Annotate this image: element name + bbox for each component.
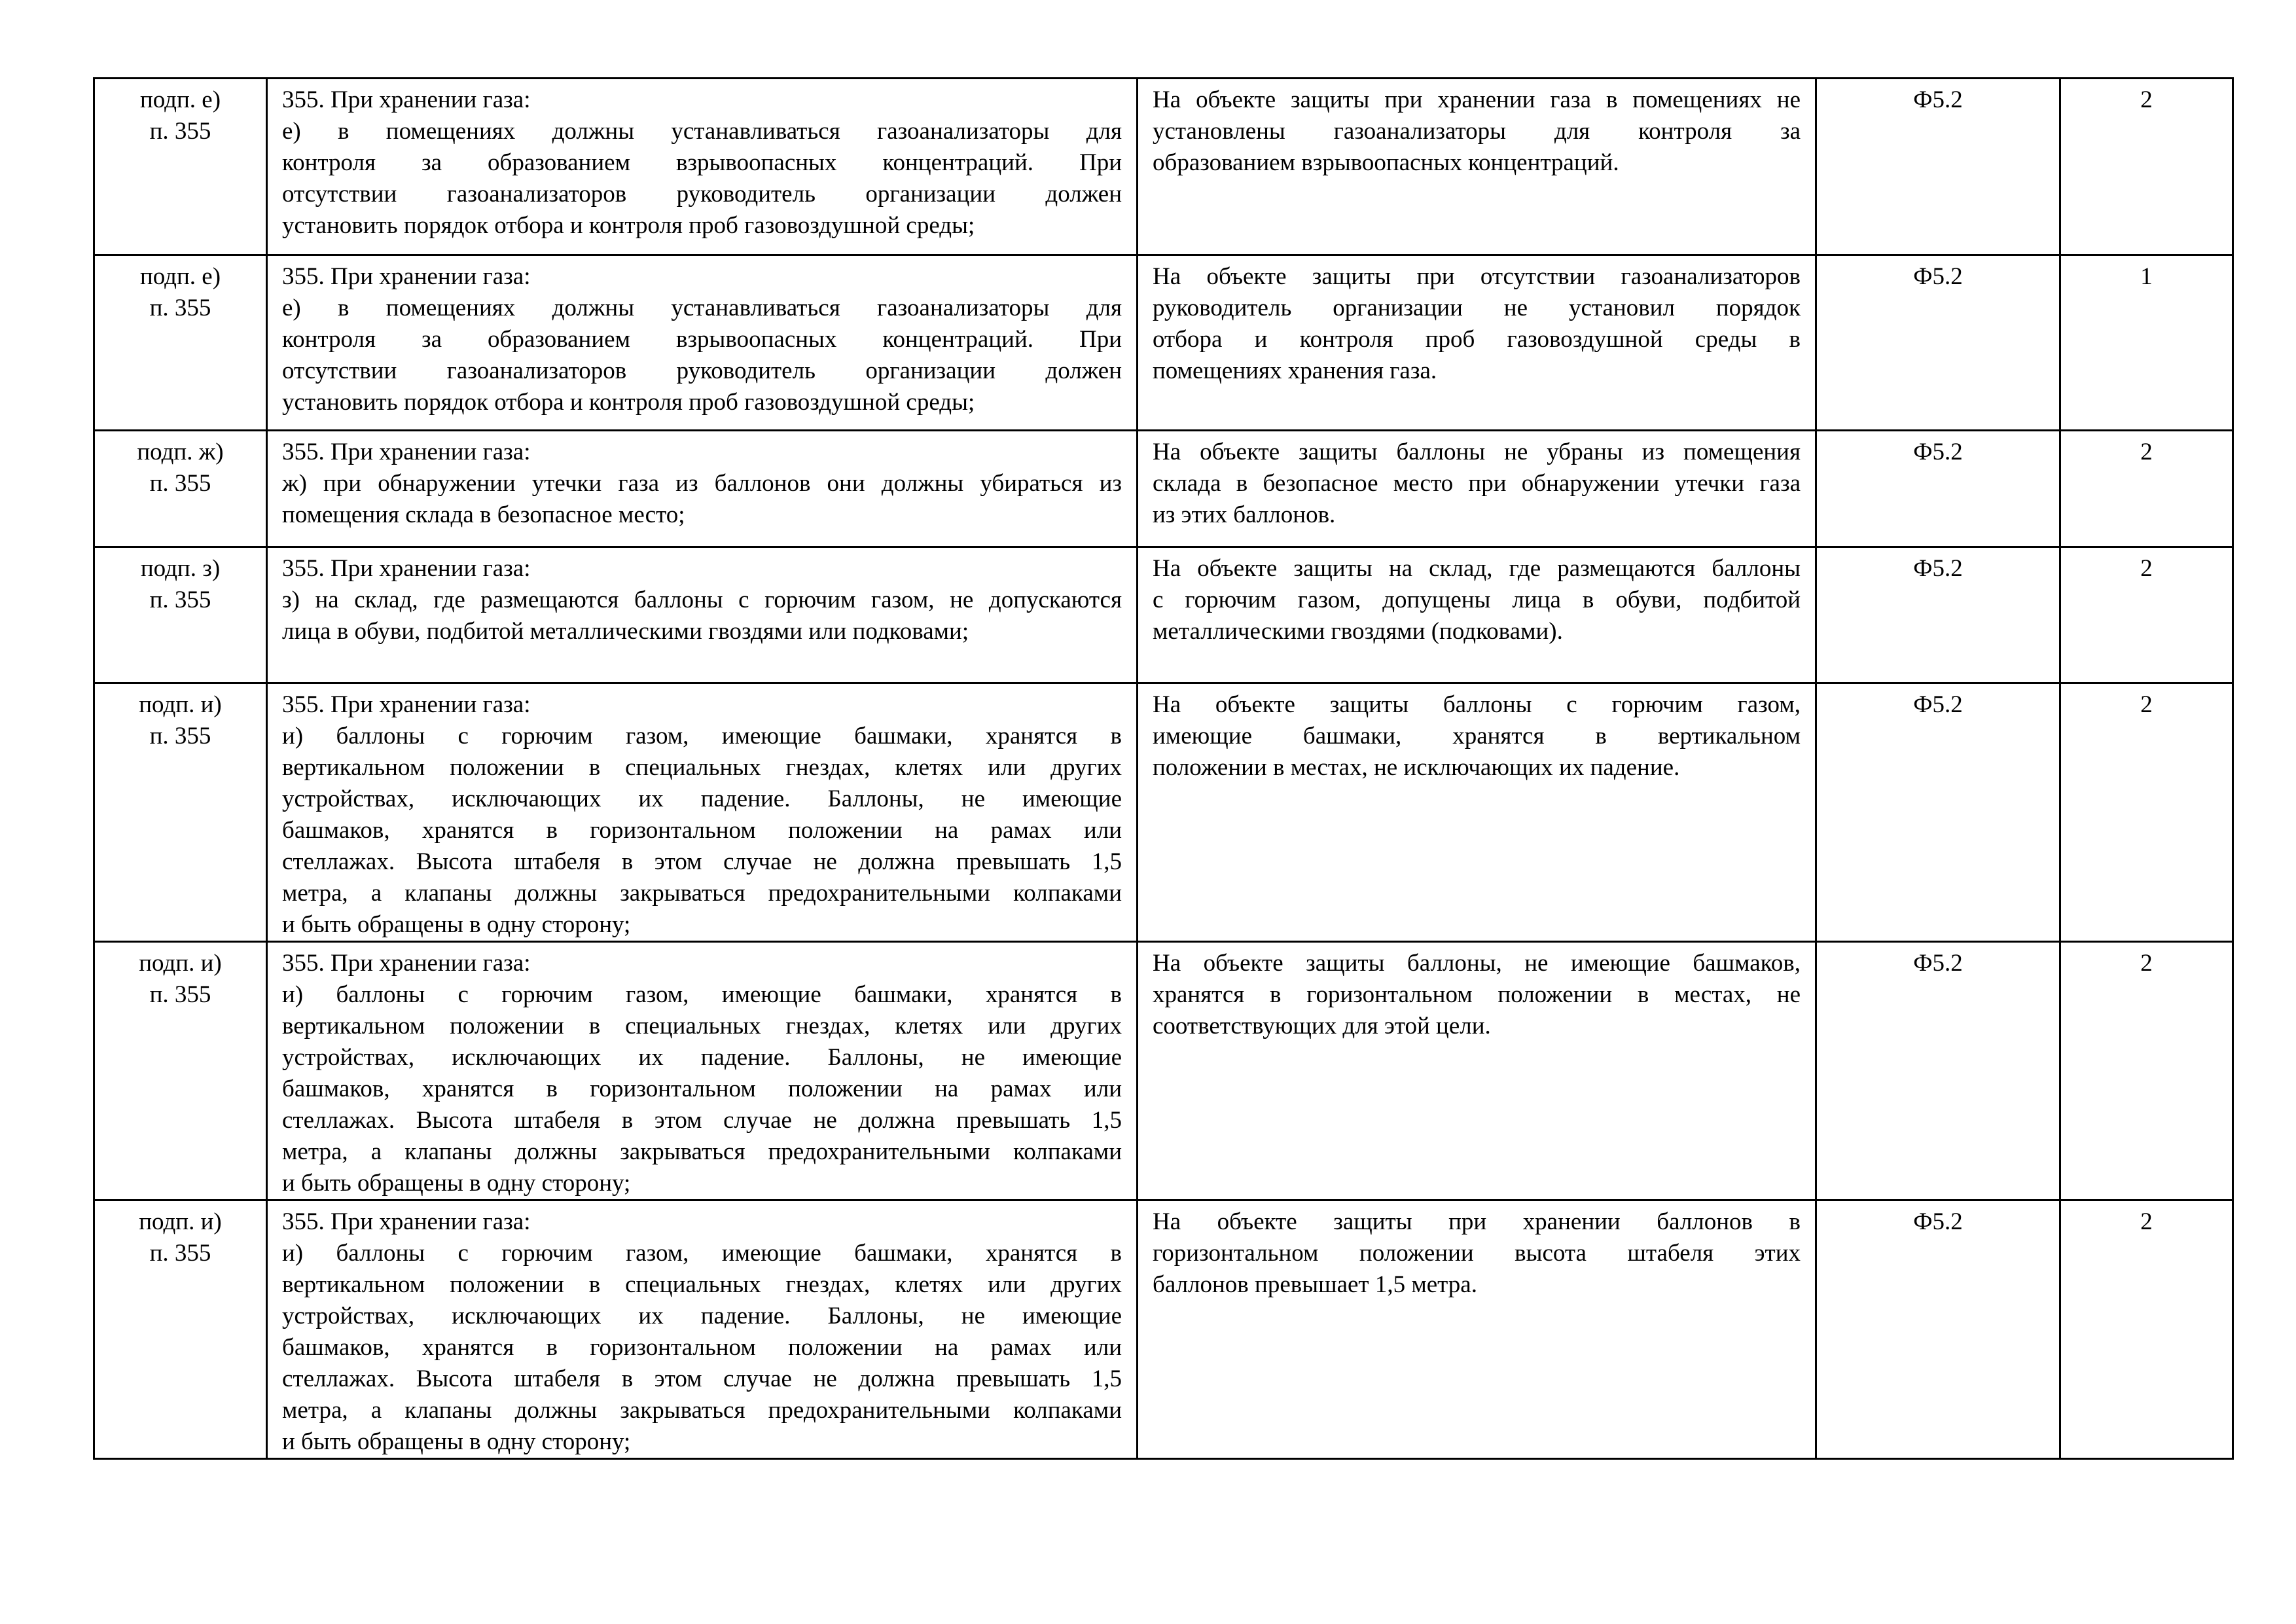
violation-line: соответствующих для этой цели. [1153,1013,1491,1039]
requirement-line: и) баллоны с горючим газом, имеющие башмаки, хранятся в [282,981,1122,1008]
violation-line: На объекте защиты баллоны не убраны из помещения [1153,439,1801,465]
requirement-heading: 355. При хранении газа: [282,691,531,718]
clause-reference-cell [94,431,267,547]
requirement-line: башмаков, хранятся в горизонтальном положении на рамах или [282,1075,1122,1102]
violation-line: На объекте защиты при хранении баллонов в [1153,1208,1801,1235]
requirement-text-cell [267,431,1138,547]
requirement-line: и быть обращены в одну сторону; [282,1428,631,1455]
violation-line: горизонтальном положении высота штабеля этих [1153,1240,1801,1267]
code-value: Ф5.2 [1913,555,1963,582]
value-cell [2060,683,2233,942]
violation-line: На объекте защиты на склад, где размещаются баллоны [1153,555,1801,582]
subclause-label: подп. е) [139,86,221,113]
code-cell [1816,1200,2060,1459]
requirement-line: вертикальном положении в специальных гнездах, клетях или других [282,1013,1122,1039]
table-body [94,79,2233,1459]
violation-text-cell [1138,1200,1816,1459]
violation-text-cell [1138,255,1816,431]
subclause-label: подп. ж) [137,439,224,465]
violation-text-cell [1138,683,1816,942]
clause-label: п. 355 [149,586,211,613]
violation-line: На объекте защиты при хранении газа в помещениях не [1153,86,1801,113]
requirement-line: вертикальном положении в специальных гнездах, клетях или других [282,1271,1122,1298]
requirement-heading: 355. При хранении газа: [282,263,531,290]
requirement-heading: 355. При хранении газа: [282,86,531,113]
violation-line: положении в местах, не исключающих их падение. [1153,754,1680,781]
value-cell [2060,942,2233,1200]
requirement-line: з) на склад, где размещаются баллоны с горючим газом, не допускаются [282,586,1122,613]
violation-text-cell [1138,431,1816,547]
requirement-text-cell [267,79,1138,255]
subclause-label: подп. и) [139,691,222,718]
subclause-label: подп. е) [139,263,221,290]
requirement-line: метра, а клапаны должны закрываться предохранительными колпаками [282,1138,1122,1165]
numeric-value: 2 [2140,950,2153,977]
numeric-value: 2 [2140,439,2153,465]
requirement-line: стеллажах. Высота штабеля в этом случае не должна превышать 1,5 [282,1107,1122,1134]
requirement-heading: 355. При хранении газа: [282,439,531,465]
requirement-line: метра, а клапаны должны закрываться предохранительными колпаками [282,1397,1122,1424]
requirement-line: стеллажах. Высота штабеля в этом случае не должна превышать 1,5 [282,1365,1122,1392]
code-value: Ф5.2 [1913,1208,1963,1235]
code-cell [1816,942,2060,1200]
code-value: Ф5.2 [1913,263,1963,290]
requirement-line: е) в помещениях должны устанавливаться газоанализаторы для [282,118,1122,145]
code-value: Ф5.2 [1913,439,1963,465]
requirement-line: устройствах, исключающих их падение. Баллоны, не имеющие [282,1044,1122,1071]
value-cell [2060,431,2233,547]
requirement-line: башмаков, хранятся в горизонтальном положении на рамах или [282,817,1122,844]
requirement-heading: 355. При хранении газа: [282,1208,531,1235]
requirement-line: и быть обращены в одну сторону; [282,911,631,938]
value-cell [2060,255,2233,431]
requirement-text-cell [267,547,1138,683]
requirement-text-cell [267,255,1138,431]
violation-text-cell [1138,79,1816,255]
numeric-value: 2 [2140,691,2153,718]
violation-line: На объекте защиты баллоны, не имеющие башмаков, [1153,950,1801,977]
numeric-value: 2 [2140,555,2153,582]
subclause-label: подп. и) [139,950,222,977]
clause-reference-cell [94,547,267,683]
requirement-line: е) в помещениях должны устанавливаться газоанализаторы для [282,295,1122,321]
requirement-line: помещения склада в безопасное место; [282,501,685,528]
clause-label: п. 355 [149,981,211,1008]
violation-line: На объекте защиты баллоны с горючим газом, [1153,691,1801,718]
table-row [94,431,2233,547]
requirement-text-cell [267,1200,1138,1459]
code-value: Ф5.2 [1913,691,1963,718]
violation-line: помещениях хранения газа. [1153,357,1437,384]
table-row [94,683,2233,942]
requirement-heading: 355. При хранении газа: [282,950,531,977]
requirement-line: установить порядок отбора и контроля проб газовоздушной среды; [282,389,975,416]
requirement-line: и) баллоны с горючим газом, имеющие башмаки, хранятся в [282,723,1122,749]
table-row [94,79,2233,255]
clause-reference-cell [94,1200,267,1459]
violation-line: хранятся в горизонтальном положении в местах, не [1153,981,1801,1008]
requirement-line: и) баллоны с горючим газом, имеющие башмаки, хранятся в [282,1240,1122,1267]
clause-label: п. 355 [149,295,211,321]
code-cell [1816,255,2060,431]
requirement-text-cell [267,942,1138,1200]
clause-reference-cell [94,683,267,942]
violation-line: из этих баллонов. [1153,501,1336,528]
violation-line: руководитель организации не установил порядок [1153,295,1801,321]
subclause-label: подп. з) [140,555,221,582]
requirement-line: контроля за образованием взрывоопасных концентраций. При [282,149,1122,176]
code-value: Ф5.2 [1913,950,1963,977]
requirement-line: установить порядок отбора и контроля проб газовоздушной среды; [282,212,975,239]
violation-line: баллонов превышает 1,5 метра. [1153,1271,1477,1298]
clause-reference-cell [94,255,267,431]
requirement-line: метра, а клапаны должны закрываться предохранительными колпаками [282,880,1122,907]
code-cell [1816,79,2060,255]
requirement-line: лица в обуви, подбитой металлическими гвоздями или подковами; [282,618,969,645]
requirement-line: вертикальном положении в специальных гнездах, клетях или других [282,754,1122,781]
requirement-text-cell [267,683,1138,942]
value-cell [2060,1200,2233,1459]
code-cell [1816,431,2060,547]
violation-line: склада в безопасное место при обнаружении утечки газа [1153,470,1801,497]
clause-label: п. 355 [149,118,211,145]
table-row [94,1200,2233,1459]
clause-label: п. 355 [149,470,211,497]
requirement-line: отсутствии газоанализаторов руководитель организации должен [282,357,1122,384]
requirement-line: отсутствии газоанализаторов руководитель организации должен [282,181,1122,208]
numeric-value: 1 [2140,263,2153,290]
requirement-line: стеллажах. Высота штабеля в этом случае не должна превышать 1,5 [282,848,1122,875]
violation-text-cell [1138,942,1816,1200]
requirement-line: устройствах, исключающих их падение. Баллоны, не имеющие [282,1303,1122,1329]
clause-label: п. 355 [149,723,211,749]
requirement-line: и быть обращены в одну сторону; [282,1170,631,1197]
clause-reference-cell [94,942,267,1200]
table-row [94,942,2233,1200]
violation-line: установлены газоанализаторы для контроля за [1153,118,1801,145]
violation-line: На объекте защиты при отсутствии газоанализаторов [1153,263,1801,290]
requirement-line: ж) при обнаружении утечки газа из баллонов они должны убираться из [282,470,1122,497]
violation-text-cell [1138,547,1816,683]
requirement-line: устройствах, исключающих их падение. Баллоны, не имеющие [282,785,1122,812]
numeric-value: 2 [2140,86,2153,113]
numeric-value: 2 [2140,1208,2153,1235]
violation-line: отбора и контроля проб газовоздушной среды в [1153,326,1801,353]
requirements-table [93,77,2234,1460]
requirement-line: контроля за образованием взрывоопасных концентраций. При [282,326,1122,353]
requirement-line: башмаков, хранятся в горизонтальном положении на рамах или [282,1334,1122,1361]
code-cell [1816,683,2060,942]
requirement-heading: 355. При хранении газа: [282,555,531,582]
violation-line: имеющие башмаки, хранятся в вертикальном [1153,723,1801,749]
code-value: Ф5.2 [1913,86,1963,113]
subclause-label: подп. и) [139,1208,222,1235]
value-cell [2060,547,2233,683]
clause-label: п. 355 [149,1240,211,1267]
value-cell [2060,79,2233,255]
table-row [94,547,2233,683]
violation-line: металлическими гвоздями (подковами). [1153,618,1563,645]
violation-line: с горючим газом, допущены лица в обуви, подбитой [1153,586,1801,613]
code-cell [1816,547,2060,683]
clause-reference-cell [94,79,267,255]
violation-line: образованием взрывоопасных концентраций. [1153,149,1619,176]
table-row [94,255,2233,431]
